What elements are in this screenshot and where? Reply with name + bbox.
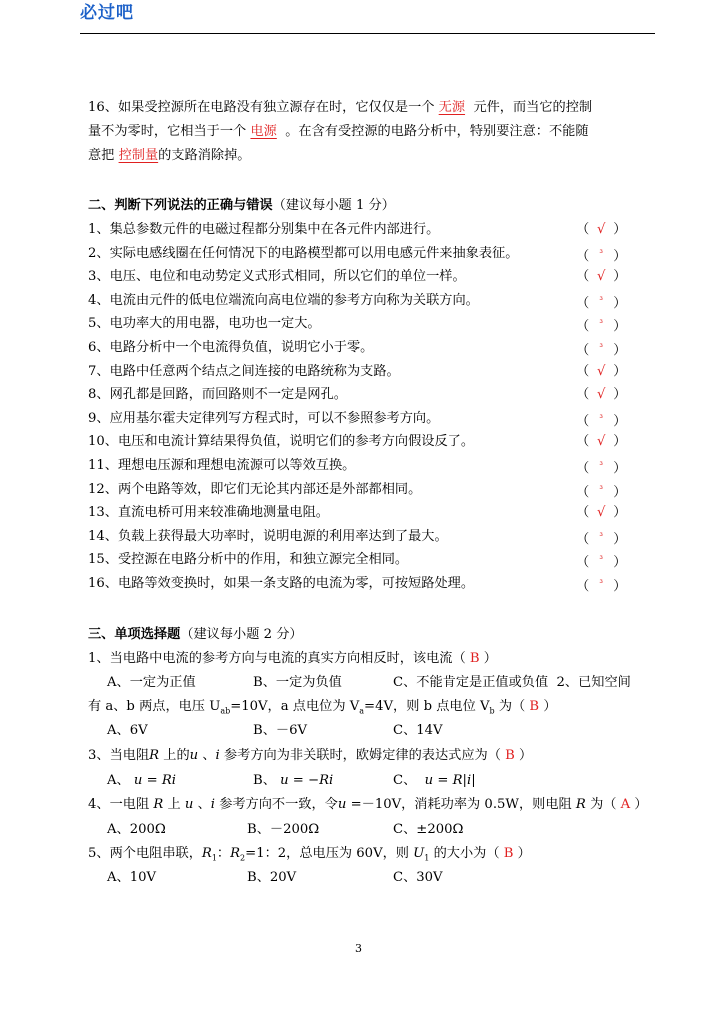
choice-q4-stem: 4、一电阻 R 上 u 、i 参考方向不一致，令u =－10V，消耗功率为 0.5W，则电阻 R 为（ A ）: [88, 797, 648, 812]
wrong-mark: ³: [599, 295, 603, 306]
wrong-mark: ³: [599, 555, 603, 566]
choice-q1-options: A、一定为正值 B、一定为负值 C、不能肯定是正值或负值 2、已知空间: [107, 675, 631, 690]
judgment-item: 3、电压、电位和电动势定义式形式相同，所以它们的单位一样。: [88, 269, 466, 285]
site-logo: 必过吧: [80, 3, 134, 23]
judgment-item: 11、理想电压源和理想电流源可以等效互换。: [88, 458, 356, 473]
judgment-mark: （ ³ ）: [576, 576, 626, 595]
q16-blank-2: 电源: [250, 124, 277, 139]
judgment-mark: （ ³ ）: [576, 293, 626, 312]
wrong-mark: ³: [599, 248, 603, 259]
judgment-item: 8、网孔都是回路，而回路则不一定是网孔。: [88, 387, 347, 403]
choice-q3-options: A、 u = Ri B、 u = −Ri C、 u = R|i|: [107, 773, 476, 788]
judgment-mark: （ √ ）: [576, 363, 627, 379]
judgment-item: 5、电功率大的用电器，电功也一定大。: [88, 316, 321, 332]
judgment-item: 1、集总参数元件的电磁过程都分别集中在各元件内部进行。: [88, 222, 440, 237]
judgment-mark: （ ³ ）: [576, 246, 626, 265]
judgment-mark: （ √ ）: [576, 269, 627, 285]
q16-blank-3: 控制量: [118, 148, 159, 163]
section3-heading: 三、单项选择题（建议每小题 2 分）: [88, 627, 303, 642]
judgment-item: 2、实际电感线圈在任何情况下的电路模型都可以用电感元件来抽象表征。: [88, 245, 519, 261]
judgment-mark: （ ³ ）: [576, 529, 626, 548]
judgment-mark: （ ³ ）: [576, 482, 626, 501]
correct-mark: √: [596, 269, 606, 285]
header-divider: [80, 33, 655, 34]
q16-line-3: 意把 控制量的支路消除掉。: [88, 148, 251, 163]
correct-mark: √: [596, 387, 606, 403]
choice-q5-stem: 5、两个电阻串联，$R_1$：$R_2=1$：2，总电压为 60V，则 $U_1$ 的大小为（ B ）: [88, 846, 531, 863]
judgment-item: 10、电压和电流计算结果得负值，说明它们的参考方向假设反了。: [88, 434, 475, 450]
judgment-mark: （ ³ ）: [576, 340, 626, 359]
judgment-item: 7、电路中任意两个结点之间连接的电路统称为支路。: [88, 363, 400, 379]
section2-heading: 二、判断下列说法的正确与错误（建议每小题 1 分）: [88, 198, 395, 213]
choice-q2-stem: 有 a、b 两点，电压 $U_{ab}=10V$，a 点电位为 $V_a=4V$，则 b 点电位 $V_b$ 为（ B ）: [88, 699, 557, 716]
correct-mark: √: [596, 363, 606, 379]
judgment-mark: （ √ ）: [576, 222, 627, 237]
judgment-mark: （ √ ）: [576, 434, 627, 450]
judgment-item: 12、两个电路等效，即它们无论其内部还是外部都相同。: [88, 481, 422, 497]
judgment-item: 9、应用基尔霍夫定律列写方程式时，可以不参照参考方向。: [88, 410, 440, 426]
choice-q5-answer: B: [503, 846, 514, 861]
wrong-mark: ³: [599, 531, 603, 542]
judgment-item: 14、负载上获得最大功率时，说明电源的利用率达到了最大。: [88, 528, 448, 544]
choice-q2-options: A、6V B、－6V C、14V: [107, 723, 443, 738]
wrong-mark: ³: [599, 413, 603, 424]
judgment-mark: （ ³ ）: [576, 552, 626, 571]
page-number: 3: [355, 942, 362, 955]
judgment-mark: （ ³ ）: [576, 458, 626, 477]
wrong-mark: ³: [599, 461, 603, 471]
choice-q4-options: A、200Ω B、－200Ω C、±200Ω: [107, 822, 464, 837]
q16-line-2: 量不为零时，它相当于一个 电源 。在含有受控源的电路分析中，特别要注意：不能随: [88, 124, 589, 139]
choice-q4-answer: A: [620, 797, 631, 812]
judgment-mark: （ ³ ）: [576, 411, 626, 430]
wrong-mark: ³: [599, 343, 603, 353]
correct-mark: √: [596, 434, 606, 450]
judgment-item: 6、电路分析中一个电流得负值，说明它小于零。: [88, 340, 374, 355]
choice-q1-stem: 1、当电路中电流的参考方向与电流的真实方向相反时，该电流（ B ）: [88, 651, 497, 666]
correct-mark: √: [596, 505, 606, 521]
choice-q3-stem: 3、当电阻R 上的u 、i 参考方向为非关联时，欧姆定律的表达式应为（ B ）: [88, 748, 533, 763]
choice-q5-options: A、10V B、20V C、30V: [107, 870, 443, 885]
wrong-mark: ³: [599, 484, 603, 495]
judgment-mark: （ √ ）: [576, 505, 627, 521]
choice-q3-answer: B: [505, 748, 515, 763]
judgment-item: 15、受控源在电路分析中的作用，和独立源完全相同。: [88, 552, 409, 568]
q16-blank-1: 无源: [438, 100, 466, 115]
correct-mark: √: [596, 222, 606, 237]
choice-q1-answer: B: [469, 651, 480, 666]
q16-line-1: 16、如果受控源所在电路没有独立源存在时，它仅仅是一个 无源 元件，而当它的控制: [88, 100, 593, 115]
wrong-mark: ³: [599, 319, 603, 330]
choice-q2-answer: B: [529, 699, 540, 714]
judgment-mark: （ √ ）: [576, 387, 627, 403]
wrong-mark: ³: [599, 579, 603, 589]
judgment-mark: （ ³ ）: [576, 316, 626, 335]
judgment-item: 16、电路等效变换时，如果一条支路的电流为零，可按短路处理。: [88, 576, 475, 591]
judgment-item: 13、直流电桥可用来较准确地测量电阻。: [88, 505, 329, 521]
judgment-item: 4、电流由元件的低电位端流向高电位端的参考方向称为关联方向。: [88, 292, 479, 308]
